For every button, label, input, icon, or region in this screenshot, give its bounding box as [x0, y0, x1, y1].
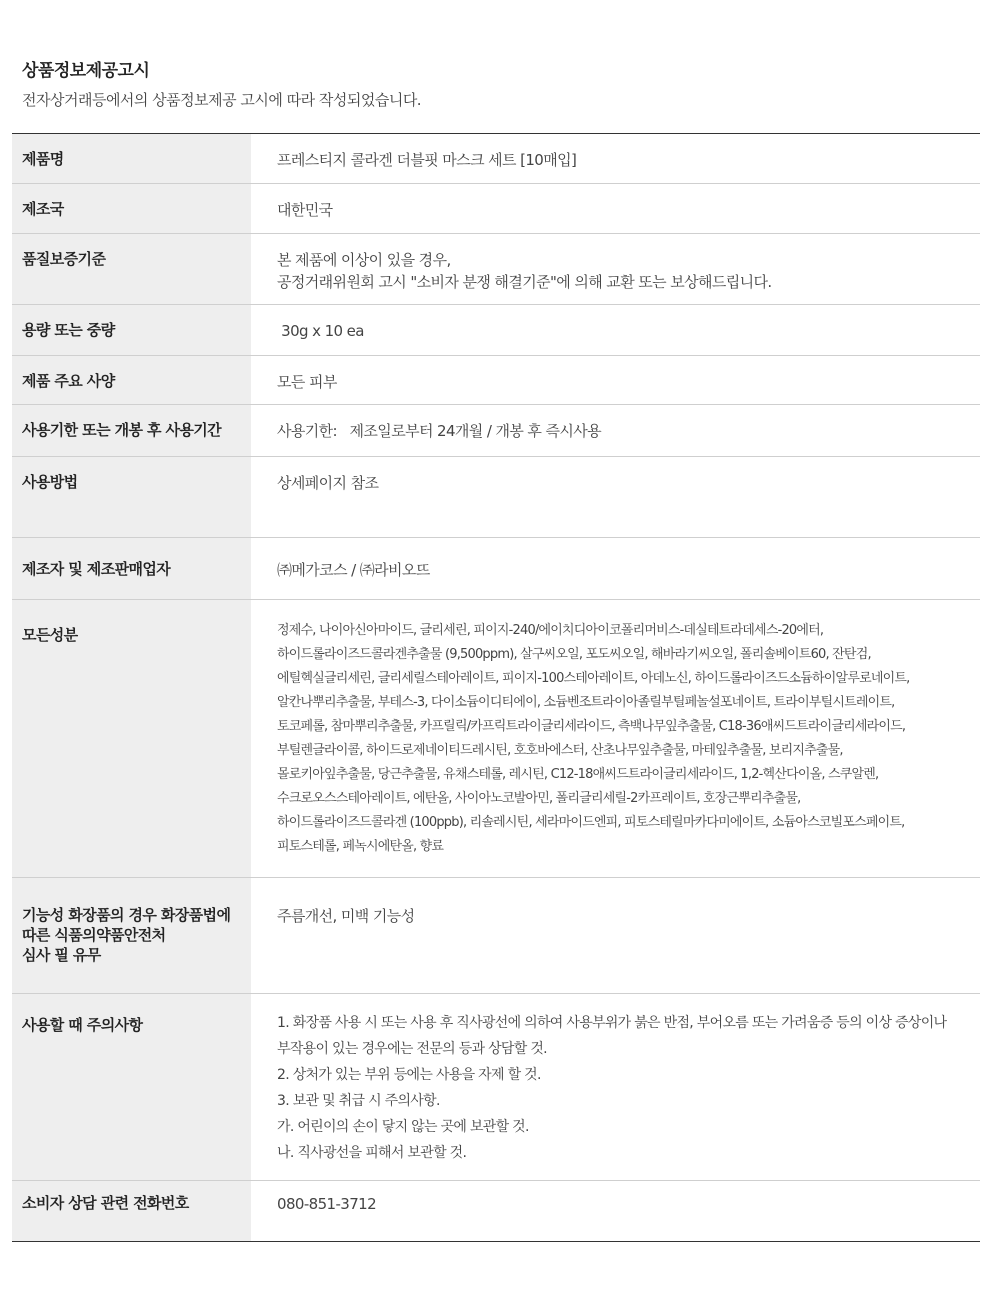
label-functional: 기능성 화장품의 경우 화장품법에 따른 식품의약품안전처 심사 필 유무 [12, 878, 251, 994]
value-main-spec: 모든 피부 [251, 356, 980, 405]
notice-header [22, 56, 421, 110]
label-usage: 사용방법 [12, 457, 251, 538]
label-expiry: 사용기한 또는 개봉 후 사용기간 [12, 405, 251, 457]
label-country: 제조국 [12, 184, 251, 234]
row-capacity [12, 305, 980, 356]
value-expiry: 사용기한: 제조일로부터 24개월 / 개봉 후 즉시사용 [251, 405, 980, 457]
label-product-name: 제품명 [12, 134, 251, 184]
row-usage [12, 457, 980, 538]
row-manufacturer [12, 538, 980, 600]
value-product-name: 프레스티지 콜라겐 더블핏 마스크 세트 [10매입] [251, 134, 980, 184]
value-quality-guarantee: 본 제품에 이상이 있을 경우, 공정거래위원회 고시 "소비자 분쟁 해결기준"에 의해 교환 또는 보상해드립니다. [251, 234, 980, 305]
row-main-spec [12, 356, 980, 405]
row-quality-guarantee [12, 234, 980, 305]
label-main-spec: 제품 주요 사양 [12, 356, 251, 405]
notice-subtitle: 전자상거래등에서의 상품정보제공 고시에 따라 작성되었습니다. [22, 91, 422, 109]
value-capacity: 30g x 10 ea [251, 305, 980, 356]
label-capacity: 용량 또는 중량 [12, 305, 251, 356]
value-country: 대한민국 [251, 184, 980, 234]
value-ingredients: 정제수, 나이아신아마이드, 글리세린, 피이지-240/에이치디아이코폴리머비스-데실테트라데세스-20에터, 하이드롤라이즈드콜라겐추출물 (9,500ppm), 살구씨오일, 포도씨오일, 해바라기씨오일, 폴리솔베이트60, 잔탄검, 에틸헥실글리세린, 글리세릴스테아레이트, 피이지-100스테아레이트, 아데노신, 하이드롤라이즈드소듐하이알루로네이트, 알칸나뿌리추출물, 부테스-3, 다이소듐이디티에이, 소듐벤조트라이아졸릴부틸페놀설포네이트, 트라이부틸시트레이트, 토코페롤, 참마뿌리추출물, 카프릴릭/카프릭트라이글리세라이드, 측백나무잎추출물, C18-36애씨드트라이글리세라이드, 부틸렌글라이콜, 하이드로제네이티드레시틴, 호호바에스터, 산초나무잎추출물, 마테잎추출물, 보리지추출물, 몰로키아잎추출물, 당근추출물, 유채스테롤, 레시틴, C12-18애씨드트라이글리세라이드, 1,2-헥산다이올, 스쿠알렌, 수크로오스스테아레이트, 에탄올, 사이아노코발아민, 폴리글리세릴-2카프레이트, 호장근뿌리추출물, 하이드롤라이즈드콜라겐 (100ppb), 리솔레시틴, 세라마이드엔피, 피토스테릴마카다미에이트, 소듐아스코빌포스페이트, 피토스테롤, 페녹시에탄올, 향료 [251, 600, 980, 878]
label-quality-guarantee: 품질보증기준 [12, 234, 251, 305]
row-caution [12, 994, 980, 1181]
label-ingredients: 모든성분 [12, 600, 251, 878]
value-manufacturer: ㈜메가코스 / ㈜라비오뜨 [251, 538, 980, 600]
label-caution: 사용할 때 주의사항 [12, 994, 251, 1181]
row-phone [12, 1181, 980, 1242]
notice-title: 상품정보제공고시 [22, 61, 150, 81]
row-product-name [12, 134, 980, 184]
value-usage: 상세페이지 참조 [251, 457, 980, 538]
value-caution: 1. 화장품 사용 시 또는 사용 후 직사광선에 의하여 사용부위가 붉은 반점, 부어오름 또는 가려움증 등의 이상 증상이나 부작용이 있는 경우에는 전문의 등과 상담할 것. 2. 상처가 있는 부위 등에는 사용을 자제 할 것. 3. 보관 및 취급 시 주의사항. 가. 어린이의 손이 닿지 않는 곳에 보관할 것. 나. 직사광선을 피해서 보관할 것. [251, 994, 980, 1181]
value-functional: 주름개선, 미백 기능성 [251, 878, 980, 994]
product-info-table [12, 133, 980, 1242]
value-phone: 080-851-3712 [277, 1195, 377, 1213]
row-functional [12, 878, 980, 994]
row-expiry [12, 405, 980, 457]
row-country [12, 184, 980, 234]
label-manufacturer: 제조자 및 제조판매업자 [12, 538, 251, 600]
row-ingredients [12, 600, 980, 878]
label-phone: 소비자 상담 관련 전화번호 [12, 1181, 251, 1242]
